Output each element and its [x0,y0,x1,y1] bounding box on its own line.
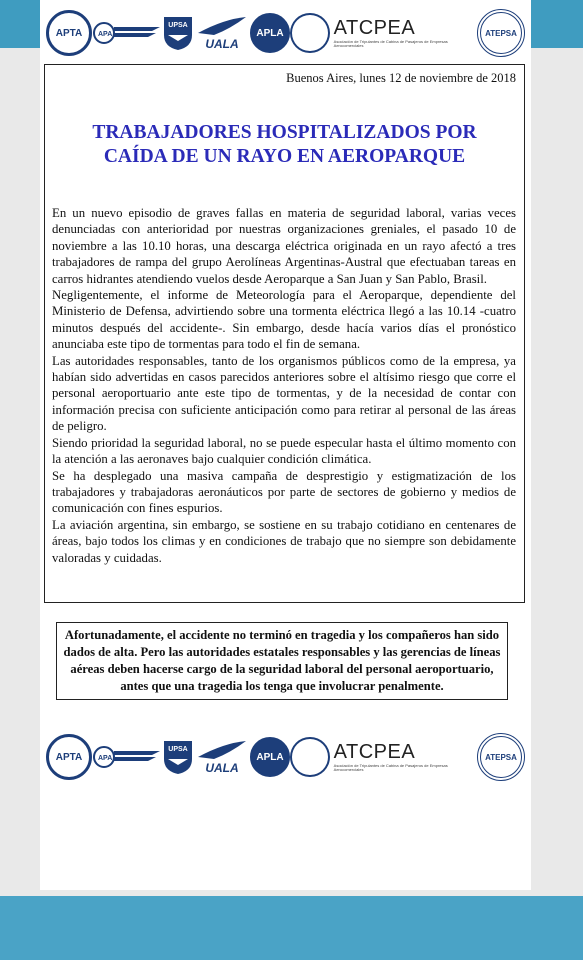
apa-logo [92,745,162,769]
uala-wing-icon [194,15,250,51]
paragraph: En un nuevo episodio de graves fallas en materia de seguridad laboral, varias veces denunciadas con anterioridad por nuestras organizaciones greniales, el pasado 10 de noviembre a las 10.10 horas, una descarga eléctrica originada en un rayo afectó a tres trabajadores de rampa del grupo Aerolíneas Argentinas-Austral que efectuaban tareas en carros hidrantes atendiendo vuelos desde Aeroparque a San Juan y San Pablo, Brasil. [52,206,516,286]
uala-logo [194,15,250,51]
atepsa-logo [477,733,525,781]
atepsa-emblem-icon: ATEPSA [477,9,525,57]
svg-text:UPSA: UPSA [168,22,188,29]
upsa-shield-icon [162,739,194,775]
paragraph: Siendo prioridad la seguridad laboral, no se puede especular hasta el último momento con la atención a las aeronaves bajo cualquier condición climática. [52,435,516,467]
atcpea-emblem-icon [290,737,330,777]
atcpea-name: ATCPEA [333,741,416,763]
upsa-logo [162,739,194,775]
document-date: Buenos Aires, lunes 12 de noviembre de 2018 [286,71,516,85]
atepsa-emblem-icon: ATEPSA [477,733,525,781]
apa-logo [92,21,162,45]
atcpea-logo [290,13,477,53]
paragraph: Negligentemente, el informe de Meteorología para el Aeroparque, dependiente del Ministerio de Defensa, advirtiendo sobre una tormenta eléctrica llegó a las 10.14 -cuatro minutos después del accidente-. Sin embargo, desde hacía varios días el pronóstico anunciaba este tipo de tormentas para todo el fin de semana. [52,288,516,352]
atepsa-logo [477,9,525,57]
uala-logo [194,739,250,775]
upsa-shield-icon [162,15,194,51]
document-title [45,121,524,169]
title-line-2: CAÍDA DE UN RAYO EN AEROPARQUE [103,146,466,167]
atcpea-emblem-icon [290,13,330,53]
svg-text:APA: APA [98,31,113,38]
apa-wing-icon [92,745,162,769]
svg-text:UALA: UALA [205,37,239,51]
article-box [44,64,525,603]
paragraph: La aviación argentina, sin embargo, se sostiene en su trabajo cotidiano en centenares de áreas, bajo todos los climas y en condiciones de trabajo que no siempre son debidamente valoradas y cuidadas. [52,517,516,565]
document-page [40,0,531,890]
atcpea-subtitle: Asociación de Tripulantes de Cabina de Pasajeros de Empresas Aerocomerciales [333,39,448,48]
svg-text:UPSA: UPSA [168,746,188,753]
header-logo-strip [40,6,531,60]
upsa-logo [162,15,194,51]
footer-logo-strip [40,730,531,784]
notice-box: Afortunadamente, el accidente no terminó en tragedia y los compañeros han sido dados de alta. Pero las autoridades estatales responsables y las gerencias de líneas aéreas deben hacerse cargo de la seguridad laboral del personal aeroportuario, antes que una tragedia los tenga que involucrar penalmente. [56,622,508,700]
apta-emblem-icon: APTA [46,10,92,56]
apla-logo [250,737,290,777]
apla-emblem-icon: APLA [250,13,290,53]
atcpea-logo [290,737,477,777]
title-line-1: TRABAJADORES HOSPITALIZADOS POR [92,122,477,143]
paragraph: Se ha desplegado una masiva campaña de desprestigio y estigmatización de los trabajadores y trabajadoras aeronáuticos por parte de sectores de gobierno y medios de comunicación con fines espurios. [52,468,516,516]
atcpea-name: ATCPEA [333,17,416,39]
svg-text:APA: APA [98,755,113,762]
paragraph: Las autoridades responsables, tanto de los organismos públicos como de la empresa, ya habían sido advertidas en casos parecidos anteriores sobre el altísimo riesgo que corre el personal aeroportuario ante este tipo de tormentas, y de la necesidad de contar con información precisa con suficiente anticipación como para retirar al personal de las áreas de peligro. [52,353,516,434]
apla-emblem-icon: APLA [250,737,290,777]
article-body [52,205,516,566]
apta-emblem-icon: APTA [46,734,92,780]
atcpea-subtitle: Asociación de Tripulantes de Cabina de Pasajeros de Empresas Aerocomerciales [333,763,448,772]
apta-logo [46,734,92,780]
bottom-color-band [0,896,583,960]
apla-logo [250,13,290,53]
uala-wing-icon [194,739,250,775]
apta-logo [46,10,92,56]
apa-wing-icon [92,21,162,45]
svg-text:UALA: UALA [205,761,239,775]
